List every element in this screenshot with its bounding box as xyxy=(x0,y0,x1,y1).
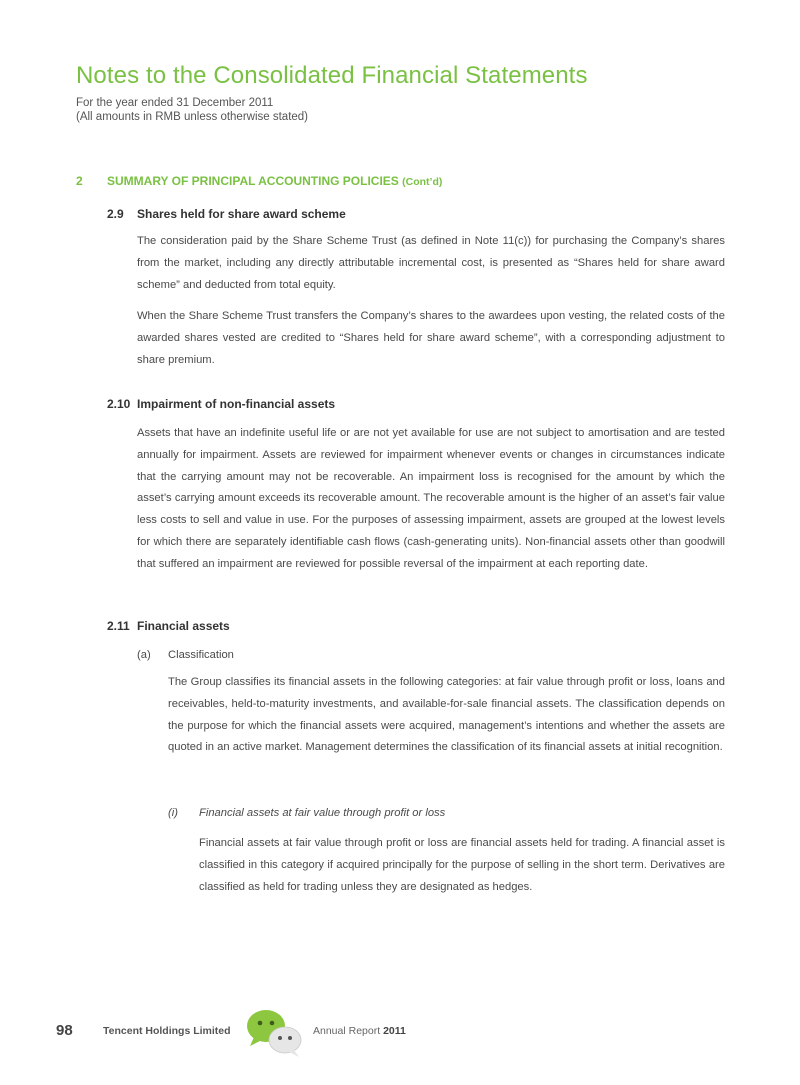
report-year: 2011 xyxy=(383,1025,406,1037)
item-label-i: (i) xyxy=(168,807,178,819)
paragraph-2-9-2: When the Share Scheme Trust transfers the Company’s shares to the awardees upon vesting, the related costs of the awarded shares vested are credited to “Shares held for share award scheme”, with a corresponding adjustment to share premium. xyxy=(137,310,725,366)
item-label-a: (a) xyxy=(137,649,151,661)
paragraph-2-10-1: Assets that have an indefinite useful life or are not yet available for use are not subject to amortisation and are tested annually for impairment. Assets are reviewed for impairment whenever events or changes in circumstances indicate that the carrying amount may not be recoverable. An impairment loss is recognised for the amount by which the asset’s carrying amount exceeds its recoverable amount. The recoverable amount is the higher of an asset’s fair value less costs to sell and value in use. For the purposes of assessing impairment, assets are grouped at the lowest levels for which there are separately identifiable cash flows (cash-generating units). Non-financial assets other than goodwill that suffered an impairment are reviewed for possible reversal of the impairment at each reporting date. xyxy=(137,427,725,570)
section-number: 2 xyxy=(76,174,83,188)
item-title-fvtpl: Financial assets at fair value through profit or loss xyxy=(199,807,446,819)
paragraph-fvtpl: Financial assets at fair value through profit or loss are financial assets held for trading. A financial asset is classified in this category if acquired principally for the purpose of selling in the short term. Derivatives are classified as held for trading unless they are designated as hedges. xyxy=(199,837,725,893)
subsection-number: 2.10 xyxy=(107,397,131,411)
subsection-title: Shares held for share award scheme xyxy=(137,207,346,221)
section-contd: (Cont’d) xyxy=(402,176,443,188)
subsection-number: 2.9 xyxy=(107,207,124,221)
paragraph-2-9-1: The consideration paid by the Share Scheme Trust (as defined in Note 11(c)) for purchasing the Company’s shares from the market, including any directly attributable incremental cost, is presented as “Shares held for share award scheme” and deducted from total equity. xyxy=(137,235,725,291)
section-heading xyxy=(107,174,442,188)
wechat-bubbles-icon xyxy=(244,1006,304,1058)
currency-note: (All amounts in RMB unless otherwise stated) xyxy=(76,111,309,123)
subsection-title: Financial assets xyxy=(137,619,230,633)
subsection-heading-2-11 xyxy=(107,619,507,635)
paragraph-classification: The Group classifies its financial assets in the following categories: at fair value through profit or loss, loans and receivables, held-to-maturity investments, and available-for-sale financial assets. The classification depends on the purpose for which the financial assets were acquired, management’s intentions and whether the assets are quoted in an active market. Management determines the classification of its financial assets at initial recognition. xyxy=(168,676,725,754)
subsection-heading-2-10 xyxy=(107,397,507,413)
report-label: Annual Report xyxy=(313,1025,381,1037)
subsection-number: 2.11 xyxy=(107,619,130,633)
section-title: SUMMARY OF PRINCIPAL ACCOUNTING POLICIES xyxy=(107,174,399,188)
subsection-heading-2-9 xyxy=(107,207,507,223)
reporting-period: For the year ended 31 December 2011 xyxy=(76,97,274,109)
subsection-title: Impairment of non-financial assets xyxy=(137,397,336,411)
page-number: 98 xyxy=(56,1022,73,1039)
item-title-classification: Classification xyxy=(168,649,234,661)
page-title: Notes to the Consolidated Financial Statements xyxy=(76,62,588,89)
annual-report-label xyxy=(313,1025,406,1037)
company-name: Tencent Holdings Limited xyxy=(103,1025,231,1037)
